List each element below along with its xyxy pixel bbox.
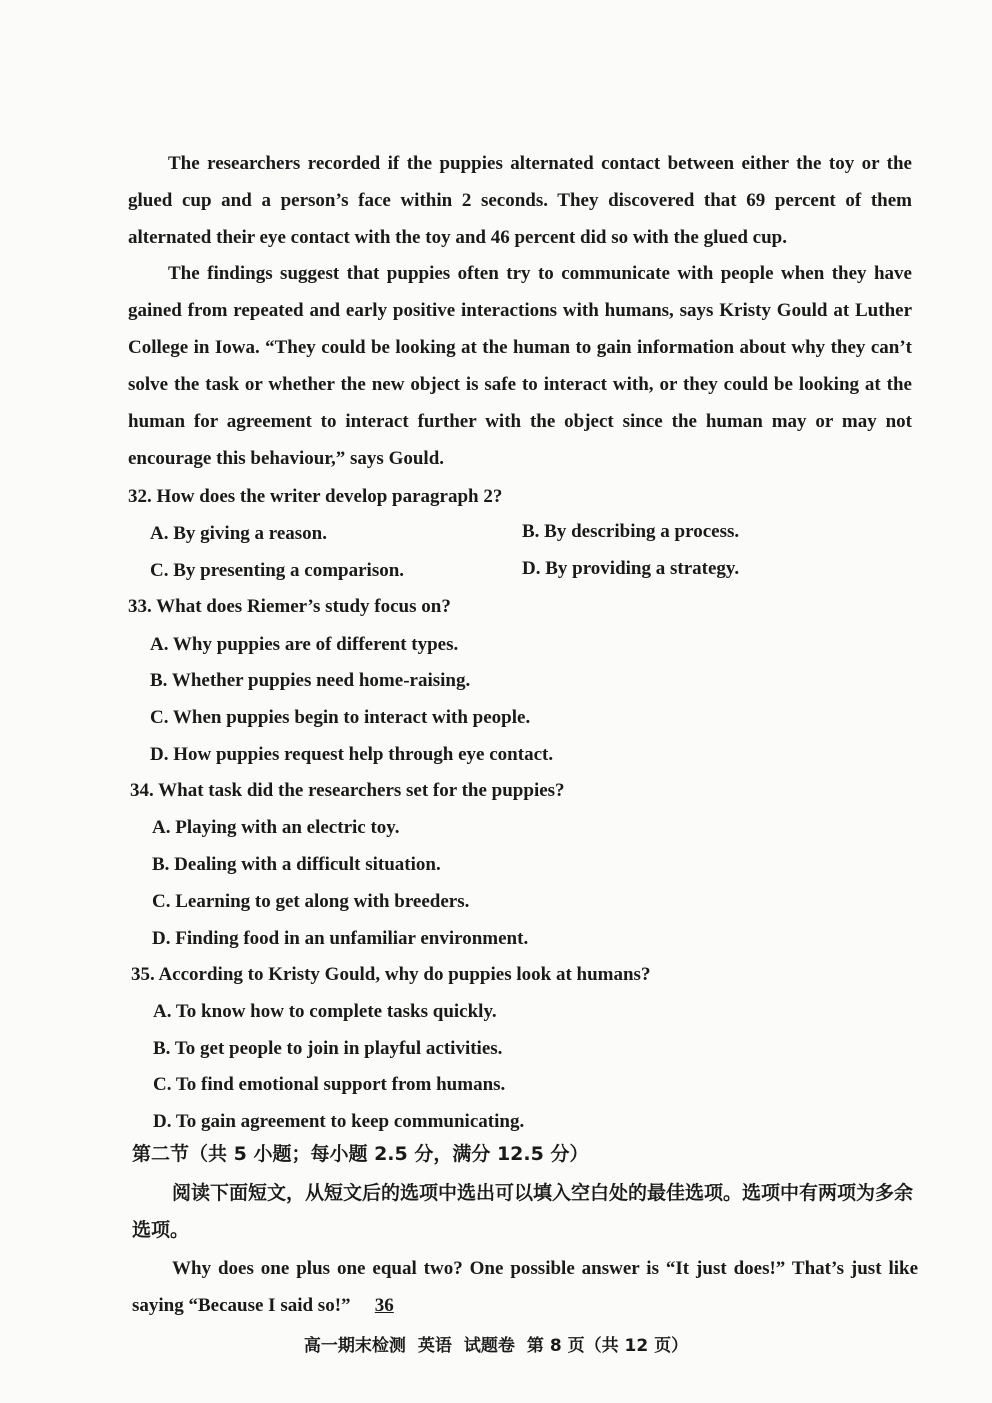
question-35-option-c[interactable]: C. To find emotional support from humans. — [153, 1074, 506, 1095]
question-32-option-c[interactable]: C. By presenting a comparison. — [150, 560, 405, 581]
question-33-stem: 33. What does Riemer’s study focus on? — [128, 596, 451, 617]
passage-paragraph-1: The researchers recorded if the puppies alternated contact between either the toy or the glued cup and a person’s face within 2 seconds. They discovered that 69 percent of them alternated their eye contact with the toy and 46 percent did so with the glued cup. — [128, 153, 912, 248]
footer-paper: 试题卷 — [463, 1336, 515, 1356]
question-32-option-a[interactable]: A. By giving a reason. — [150, 523, 328, 544]
question-32-option-d[interactable]: D. By providing a strategy. — [522, 558, 740, 579]
section-2-title: 第二节（共 5 小题；每小题 2.5 分，满分 12.5 分） — [132, 1143, 589, 1165]
question-33-option-d[interactable]: D. How puppies request help through eye contact. — [150, 744, 554, 765]
question-35-option-d[interactable]: D. To gain agreement to keep communicating. — [153, 1111, 525, 1132]
footer-subject: 英语 — [417, 1336, 452, 1356]
question-32-option-b[interactable]: B. By describing a process. — [522, 521, 740, 542]
question-33-option-b[interactable]: B. Whether puppies need home-raising. — [150, 670, 471, 691]
cloze-text: Why does one plus one equal two? One possible answer is “It just does!” That’s just like saying “Because I said so!” — [132, 1258, 918, 1316]
footer-page-number: 第 8 页（共 12 页） — [526, 1336, 689, 1356]
passage-paragraph-2: The findings suggest that puppies often try to communicate with people when they have gained from repeated and early positive interactions with humans, says Kristy Gould at Luther College in Iowa. “They could be looking at the human to gain information about why they can’t solve the task or whether the new object is safe to interact with, or they could be looking at the human for agreement to interact further with the object since the human may or may not encourage this behaviour,” says Gould. — [128, 263, 912, 469]
blank-36[interactable]: 36 — [374, 1295, 394, 1316]
cloze-passage — [132, 1250, 918, 1324]
question-35-option-a[interactable]: A. To know how to complete tasks quickly. — [153, 1001, 497, 1022]
question-33-option-c[interactable]: C. When puppies begin to interact with people. — [150, 707, 531, 728]
question-33-option-a[interactable]: A. Why puppies are of different types. — [150, 634, 459, 655]
question-35-option-b[interactable]: B. To get people to join in playful activities. — [153, 1038, 503, 1059]
section-2-instruction: 阅读下面短文，从短文后的选项中选出可以填入空白处的最佳选项。选项中有两项为多余选项。 — [132, 1182, 914, 1241]
question-34-stem: 34. What task did the researchers set for the puppies? — [130, 780, 565, 801]
footer-exam: 高一期末检测 — [303, 1336, 406, 1356]
question-34-option-d[interactable]: D. Finding food in an unfamiliar environment. — [152, 928, 529, 949]
question-34-option-b[interactable]: B. Dealing with a difficult situation. — [152, 854, 441, 875]
question-32-stem: 32. How does the writer develop paragraph 2? — [128, 486, 503, 507]
page-footer — [0, 1331, 992, 1356]
question-34-option-a[interactable]: A. Playing with an electric toy. — [152, 817, 400, 838]
question-34-option-c[interactable]: C. Learning to get along with breeders. — [152, 891, 470, 912]
question-35-stem: 35. According to Kristy Gould, why do puppies look at humans? — [131, 964, 651, 985]
